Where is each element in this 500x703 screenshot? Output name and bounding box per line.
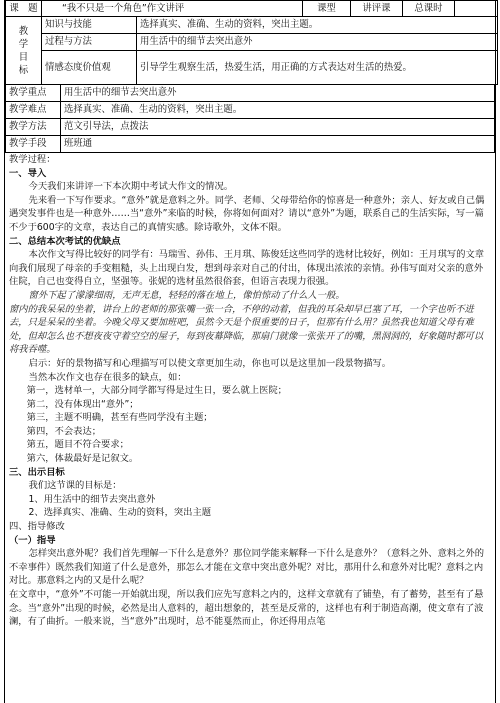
section-heading-summary: 二、总结本次考试的优缺点 <box>9 235 121 247</box>
paragraph: 当然本次作文也存在很多的缺点，如： <box>28 371 187 383</box>
objective-content: 选择真实、准确、生动的资料，突出主题。 <box>137 17 498 34</box>
objective-content: 引导学生观察生活，热爱生活，用正确的方式表达对生活的热爱。 <box>137 51 498 85</box>
goal-item: 1、用生活中的细节去突出意外 <box>28 493 156 505</box>
fault-item: 第六，体裁最好是记叙文。 <box>26 453 139 465</box>
paragraph: 启示：好的景物描写和心理描写可以使文章更加生动，你也可以是这里加一段景物描写。 <box>28 357 392 369</box>
goal-item: 2、选择真实、准确、生动的资料，突出主题 <box>28 507 212 519</box>
fault-item: 第一，选材单一，大部分同学都写得是过生日，要么就上医院； <box>26 385 287 397</box>
info-value-means: 班班通 <box>61 136 495 153</box>
info-table <box>5 84 495 153</box>
section-heading-intro: 一、导入 <box>9 167 47 179</box>
objective-name: 知识与技能 <box>42 17 137 34</box>
info-label-method: 教学方法 <box>6 119 61 136</box>
objectives-label: 教 学 目 标 <box>6 17 42 85</box>
objective-content: 用生活中的细节去突出意外 <box>137 34 498 51</box>
section-heading-revision: 四、指导修改 <box>9 521 65 533</box>
course-label: 课 题 <box>6 1 42 17</box>
info-label-means: 教学手段 <box>6 136 61 153</box>
hours-value <box>455 1 498 17</box>
lesson-plan-page <box>4 0 496 703</box>
info-value-difficulty: 选择真实、准确、生动的资料，突出主题。 <box>61 102 495 119</box>
teaching-process <box>5 151 495 703</box>
type-label: 课型 <box>303 1 351 17</box>
header-table <box>5 0 498 85</box>
paragraph: 在文章中，“意外”不可能一开始就出现，所以我们应先写意料之内的，这样文章就有了铺垫，有了蓄势，甚至有了悬念。当“意外”出现的时候，必然是出人意料的，超出想象的，甚至是反常的，这样也有利于制造高潮，使文章有了波澜，有了曲折。一般来说，当“意外”出现时，总不能戛然而止，你还得用点笔 <box>9 589 484 628</box>
paragraph: 今天我们来讲评一下本次期中考试大作文的情况。 <box>28 181 234 193</box>
info-value-focus: 用生活中的细节去突出意外 <box>61 85 495 102</box>
paragraph: 我们这节课的目标是： <box>28 480 122 492</box>
course-title: “我不只是一个角色”作文讲评 <box>42 1 303 17</box>
section-heading-goals: 三、出示目标 <box>9 466 65 478</box>
fault-item: 第四，不会表达； <box>26 425 102 437</box>
handwritten-excerpt: 窗内的我呆呆的坐着，讲台上的老师的那张嘴一张一合，不停的动着，但我的耳朵却早已塞了耳，一个字也听不进去，只是呆呆的坐着。今晚父母又要加班吧，虽然今天是个很重要的日子，但那有什么用？虽然我也知道父母有难处，但却怎么也不想夜夜守着空空的屋子，每到夜幕降临，那扇门就像一张张开了的嘴，黑洞洞的，好象随时都可以将我吞噬。 <box>9 303 484 356</box>
paragraph: 先来看一下写作要求。“意外”就是意料之外。同学、老师、父母带给你的惊喜是一种意外；亲人、好友或自己偶遇突发事件也是一种意外……当“意外”来临的时候，你将如何面对？请以“意外”为题，联系自己的生活实际，写一篇不少于600字的文章，表达自己的真情实感。除诗歌外，文体不限。 <box>9 194 485 233</box>
objective-name: 情感态度价值观 <box>42 51 137 85</box>
objective-name: 过程与方法 <box>42 34 137 51</box>
subsection-heading-guidance: （一）指导 <box>9 534 56 546</box>
fault-item: 第三，主题不明确，甚至有些同学没有主题； <box>26 412 213 424</box>
info-value-method: 范文引导法，点拨法 <box>61 119 495 136</box>
hours-label: 总课时 <box>403 1 455 17</box>
process-title: 教学过程： <box>9 154 56 165</box>
fault-item: 第二，没有体现出“意外”； <box>26 398 139 410</box>
fault-item: 第五，题目不符合要求； <box>26 439 129 451</box>
paragraph: 本次作文写得比较好的同学有：马瑞雪、孙伟、王月琪、陈俊廷这些同学的选材比较好，例如：王月琪写的文章向我们展现了母亲的手变粗糙，头上出现白发，想到母亲对自己的付出，体现出浓浓的亲情。孙伟写面对父亲的意外住院，自己也变得自立，坚强等。张妮的选材虽然很俗套，但语言表现力很强。 <box>9 249 485 288</box>
type-value: 讲评课 <box>351 1 403 17</box>
paragraph: 怎样突出意外呢？我们首先理解一下什么是意外？那位同学能来解释一下什么是意外？（意料之外、意料之外的不幸事件）既然我们知道了什么是意外，那怎么才能在文章中突出意外呢？对比，那用什么和意外对比呢？意料之内对比。那意料之内的又是什么呢？ <box>9 548 485 587</box>
info-label-focus: 教学重点 <box>6 85 61 102</box>
handwritten-excerpt: 窗外下起了濛濛细雨，无声无息，轻轻的落在地上，像怕惊动了什么人一般。 <box>28 289 345 301</box>
info-label-difficulty: 教学难点 <box>6 102 61 119</box>
